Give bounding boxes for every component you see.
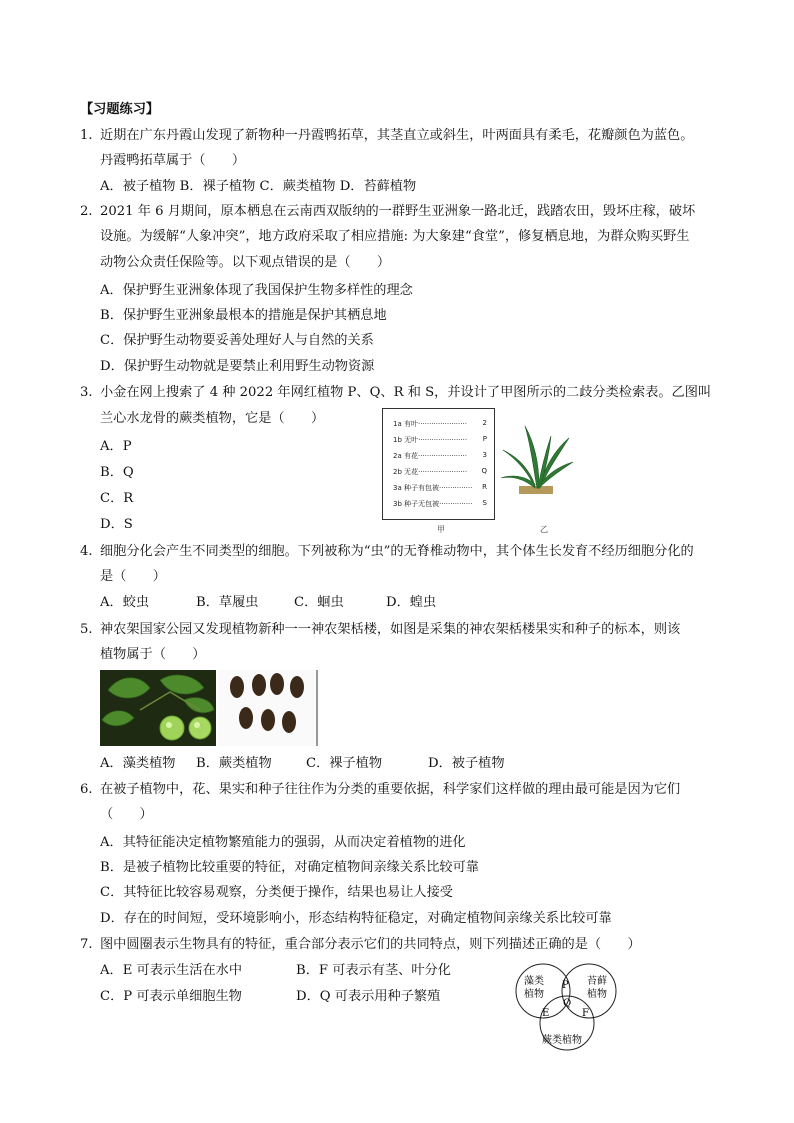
question-text: 图中圆圈表示生物具有的特征，重合部分表示它们的共同特点，则下列描述正确的是（ ） (100, 937, 641, 952)
option: D．存在的时间短，受环境影响小，形态结构特征稳定，对确定植物间亲缘关系比较可靠 (100, 911, 612, 926)
question-text: 小金在网上搜索了 4 种 2022 年网红植物 P、Q、R 和 S，并设计了甲图所示的二歧分类检索表。乙图叫 (100, 385, 712, 400)
section-title: 【习题练习】 (80, 102, 160, 117)
option: C．裸子植物 (306, 756, 383, 771)
option: C．蛔虫 (294, 595, 344, 610)
seeds-photo (219, 670, 319, 746)
venn-diagram (508, 960, 624, 1056)
option: A．其特征能决定植物繁殖能力的强弱，从而决定着植物的进化 (100, 835, 466, 850)
question-text: 神农架国家公园又发现植物新种一一神农架栝楼，如图是采集的神农架栝楼果实和种子的标本，则该 (100, 622, 681, 637)
caption-jia: 甲 (437, 525, 445, 534)
fern-plant-image (497, 420, 577, 500)
question-text: （ ） (100, 807, 153, 822)
question-number: 2. (80, 204, 93, 219)
option: C．R (100, 491, 134, 506)
option: A．蛟虫 (100, 595, 150, 610)
question-text: 设施。为缓解“人象冲突”，地方政府采取了相应措施: 为大象建“食堂”，修复栖息地，为群众购买野生 (100, 229, 690, 244)
question-number: 3. (80, 385, 93, 400)
option: A．P (100, 439, 132, 454)
question-text: 2021 年 6 月期间，原本栖息在云南西双版纳的一群野生亚洲象一路北迁，践踏农田，毁坏庄稼，破坏 (100, 204, 696, 219)
venn-label: 植物 (524, 989, 544, 1000)
venn-region-label: F (582, 1008, 589, 1019)
question-number: 4. (80, 544, 93, 559)
option: B．Q (100, 465, 134, 480)
options-line: A．被子植物 B．裸子植物 C．蕨类植物 D．苔藓植物 (100, 179, 417, 194)
option: D．S (100, 517, 133, 532)
question-text: 近期在广东丹霞山发现了新物种一丹霞鸭拓草，其茎直立或斜生，叶两面具有柔毛，花瓣颜色为蓝色。 (100, 128, 694, 143)
question-text: 细胞分化会产生不同类型的细胞。下列被称为“虫”的无脊椎动物中，其个体生长发育不经历细胞分化的 (100, 544, 694, 559)
fruit-photo (100, 670, 216, 746)
question-text: 是（ ） (100, 569, 166, 584)
option: A．保护野生亚洲象体现了我国保护生物多样性的理念 (100, 283, 413, 298)
question-text: 在被子植物中，花、果实和种子往往作为分类的重要依据，科学家们这样做的理由最可能是因为它们 (100, 782, 681, 797)
option: B．是被子植物比较重要的特征，对确定植物间亲缘关系比较可靠 (100, 860, 479, 875)
option: D．蝗虫 (386, 595, 437, 610)
option: D．Q 可表示用种子繁殖 (296, 989, 441, 1004)
option: D．保护野生动物就是要禁止利用野生动物资源 (100, 359, 375, 374)
question-number: 6. (80, 782, 93, 797)
option: B．草履虫 (196, 595, 259, 610)
option: A．E 可表示生活在水中 (100, 963, 243, 978)
question-text: 植物属于（ ） (100, 647, 206, 662)
option: C．保护野生动物要妥善处理好人与自然的关系 (100, 333, 374, 348)
venn-region-label: E (542, 1008, 550, 1019)
venn-region-label: P (562, 980, 569, 991)
venn-label: 藻类 (524, 976, 544, 987)
option: A．藻类植物 (100, 756, 176, 771)
question-text: 兰心水龙骨的蕨类植物，它是（ ） (100, 411, 325, 426)
option: C．其特征比较容易观察，分类便于操作，结果也易让人接受 (100, 885, 453, 900)
option: B．保护野生亚洲象最根本的措施是保护其栖息地 (100, 308, 387, 323)
dichotomous-key-table: 1a 有叶······················ 2 1b 无叶······················ P 2a 有花······················ 3 2b 无花······················ Q 3a 种子有包被··············· R 3b 种子无包被··············· S (382, 408, 495, 520)
venn-label: 苔藓 (587, 976, 607, 987)
option: B．F 可表示有茎、叶分化 (296, 963, 451, 978)
question-text: 动物公众责任保险等。以下观点错误的是（ ） (100, 255, 391, 270)
venn-region-label: Q (563, 998, 572, 1009)
option: C．P 可表示单细胞生物 (100, 989, 242, 1004)
option: D．被子植物 (428, 756, 505, 771)
caption-yi: 乙 (540, 525, 548, 534)
question-number: 7. (80, 937, 93, 952)
venn-label: 植物 (587, 989, 607, 1000)
question-text: 丹霞鸭拓草属于（ ） (100, 153, 246, 168)
question-number: 5. (80, 622, 93, 637)
option: B．蕨类植物 (196, 756, 272, 771)
question-number: 1. (80, 128, 93, 143)
venn-label: 蕨类植物 (542, 1035, 582, 1046)
